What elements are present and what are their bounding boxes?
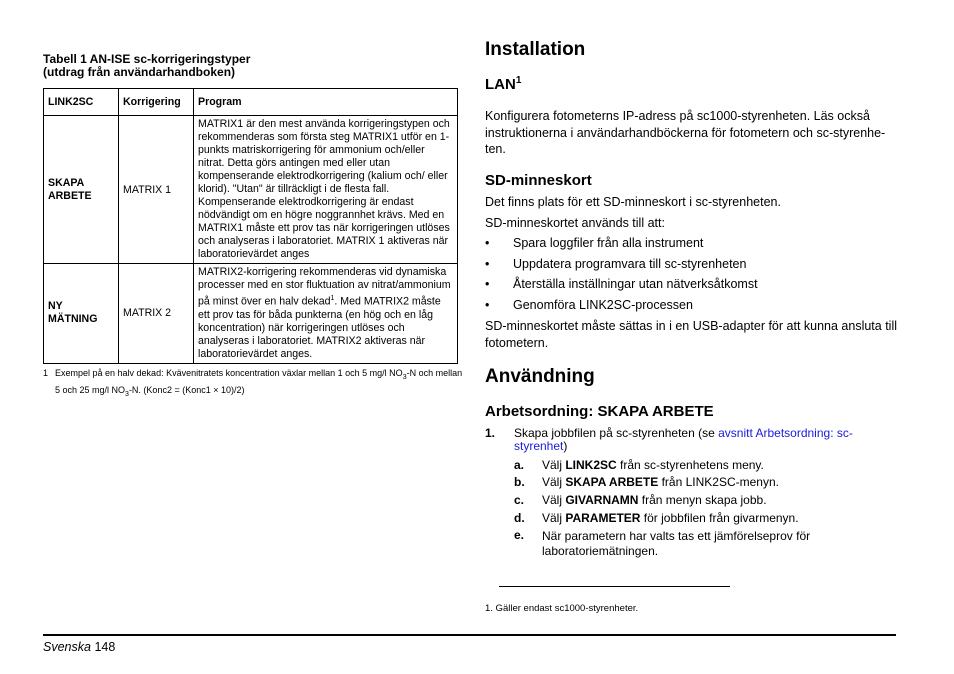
step-text: [514, 427, 897, 453]
bullet-icon: •: [485, 298, 490, 312]
table-footnote: [43, 367, 463, 401]
step-text-pre: Skapa jobbfilen på sc-styrenheten (se: [514, 426, 719, 440]
menu-name: SKAPA ARBETE: [565, 475, 659, 489]
program-text-b: . Med MATRIX2 måste ett prov tas för båda punkterna (en hög och en låg koncentration) när korrigeringen utlöses och analyseras i laboratoriet. MATRIX2 aktiveras när laboratorievärdet anges.: [198, 295, 441, 360]
page-number: 148: [94, 640, 116, 654]
cell-korrigering: MATRIX 2: [119, 264, 194, 364]
footnote-part: -N och mellan 5 och 25 mg/l NO: [55, 368, 463, 395]
footnote-part: Exempel på en halv dekad: Kvävenitratets koncentration växlar mellan 1 och 5 mg/l NO: [55, 368, 403, 378]
lan-heading: [485, 75, 521, 93]
cell-link2sc: NY MÄTNING: [44, 264, 119, 364]
substep-text: från sc-styrenhetens meny.: [616, 458, 764, 472]
subscript: 3: [125, 390, 129, 398]
table-caption-line2: (utdrag från användarhandboken): [43, 65, 236, 79]
substep-letter: c.: [514, 493, 525, 507]
table-header-row: [44, 89, 458, 116]
sd-paragraph-1: Det finns plats för ett SD-minneskort i sc-styrenheten.: [485, 195, 781, 209]
table-caption: [43, 53, 250, 79]
anvandning-heading: Användning: [485, 366, 595, 387]
cell-program: MATRIX1 är den mest använda korrigeringstypen och rekommenderas som första steg MATRIX1 utför en 1-punkts matriskorrigering för ammonium och/eller nitrat. Detta görs antingen med eller utan kompenserande elektrodkorrigering (kalium och/ eller klorid). "Utan" är tillräckligt i de flesta fall. Kompenserande elektrodkorrigering är endast nödvändigt om en högre noggrannhet krävs. Med en MATRIX1 måste ett prov tas när korrigeringen utlöses och analyseras i laboratoriet. MATRIX 1 aktiveras när laboratorievärdet anges: [194, 116, 458, 264]
footnote-number: 1: [43, 368, 49, 378]
footer-language: Svenska: [43, 640, 91, 654]
step-1: [485, 427, 897, 453]
bullet-icon: •: [485, 277, 490, 291]
table-row: [44, 264, 458, 364]
substep-letter: a.: [514, 458, 525, 472]
lan-paragraph: Konfigurera fotometerns IP-adress på sc1000-styrenheten. Läs också instruktionerna i användarhandböckerna för fotometern och sc-styrenhe- ten.: [485, 109, 886, 156]
subscript: 3: [402, 373, 407, 381]
sd-paragraph-2: SD-minneskortet används till att:: [485, 216, 665, 230]
sd-heading: SD-minneskort: [485, 172, 592, 189]
substep-letter: e.: [514, 528, 525, 542]
substep-text: för jobbfilen från givarmenyn.: [640, 511, 799, 525]
substep: [514, 512, 894, 525]
table-caption-line1: Tabell 1 AN-ISE sc-korrigeringstyper: [43, 52, 251, 66]
step-number: 1.: [485, 426, 496, 440]
correction-types-table: [43, 88, 458, 364]
footnote-ref: 1: [330, 295, 335, 302]
substep-text: från menyn skapa jobb.: [638, 493, 767, 507]
substep-text: från LINK2SC-menyn.: [658, 475, 779, 489]
page-footnote: 1. Gäller endast sc1000-styrenheter.: [485, 603, 639, 614]
arbetsordning-heading: Arbetsordning: SKAPA ARBETE: [485, 403, 714, 420]
menu-name: LINK2SC: [565, 458, 617, 472]
installation-heading: Installation: [485, 39, 586, 60]
substep: [514, 459, 894, 472]
sd-paragraph-3: SD-minneskortet måste sättas in i en USB-adapter för att kunna ansluta till fotometern.: [485, 319, 897, 350]
col-header-program: Program: [194, 89, 458, 116]
list-item-text: Återställa inställningar utan nätverksåtkomst: [513, 277, 758, 291]
table-row: [44, 116, 458, 264]
list-item-text: Spara loggfiler från alla instrument: [513, 236, 704, 250]
substep: [514, 476, 894, 489]
cell-korrigering: MATRIX 1: [119, 116, 194, 264]
bullet-icon: •: [485, 236, 490, 250]
footnote-text: [55, 367, 463, 401]
menu-name: GIVARNAMN: [565, 493, 639, 507]
footnote-divider: [499, 586, 730, 587]
menu-name: PARAMETER: [565, 511, 641, 525]
col-header-korrigering: Korrigering: [119, 89, 194, 116]
list-item-text: Genomföra LINK2SC-processen: [513, 298, 693, 312]
program-text-a: MATRIX2-korrigering rekommenderas vid dynamiska processer med en stor fluktuation av nitrat/ammonium på minst över en halv dekad: [198, 266, 451, 308]
step-text-post: ): [563, 439, 568, 453]
bullet-icon: •: [485, 257, 490, 271]
substep-text: Välj: [542, 475, 566, 489]
cell-program: [194, 264, 458, 364]
footnote-ref: 1: [515, 75, 522, 86]
substep: [514, 529, 814, 559]
substep-text: Välj: [542, 511, 566, 525]
list-item-text: Uppdatera programvara till sc-styrenheten: [513, 257, 747, 271]
cell-link2sc: SKAPA ARBETE: [44, 116, 119, 264]
substep-text: Välj: [542, 493, 566, 507]
substep-letter: b.: [514, 475, 525, 489]
substep-text: Välj: [542, 458, 566, 472]
lan-heading-text: LAN: [485, 76, 516, 93]
substep-letter: d.: [514, 511, 525, 525]
section-link[interactable]: avsnitt Arbetsordning: sc-styrenhet: [514, 426, 853, 453]
footer-rule: [43, 634, 896, 636]
substep: [514, 494, 894, 507]
footnote-part: -N. (Konc2 = (Konc1 × 10)/2): [128, 384, 245, 395]
substep-text: När parametern har valts tas ett jämförelseprov för laboratoriemätningen.: [542, 529, 811, 558]
page-footer: [43, 640, 115, 654]
col-header-link2sc: LINK2SC: [44, 89, 119, 116]
